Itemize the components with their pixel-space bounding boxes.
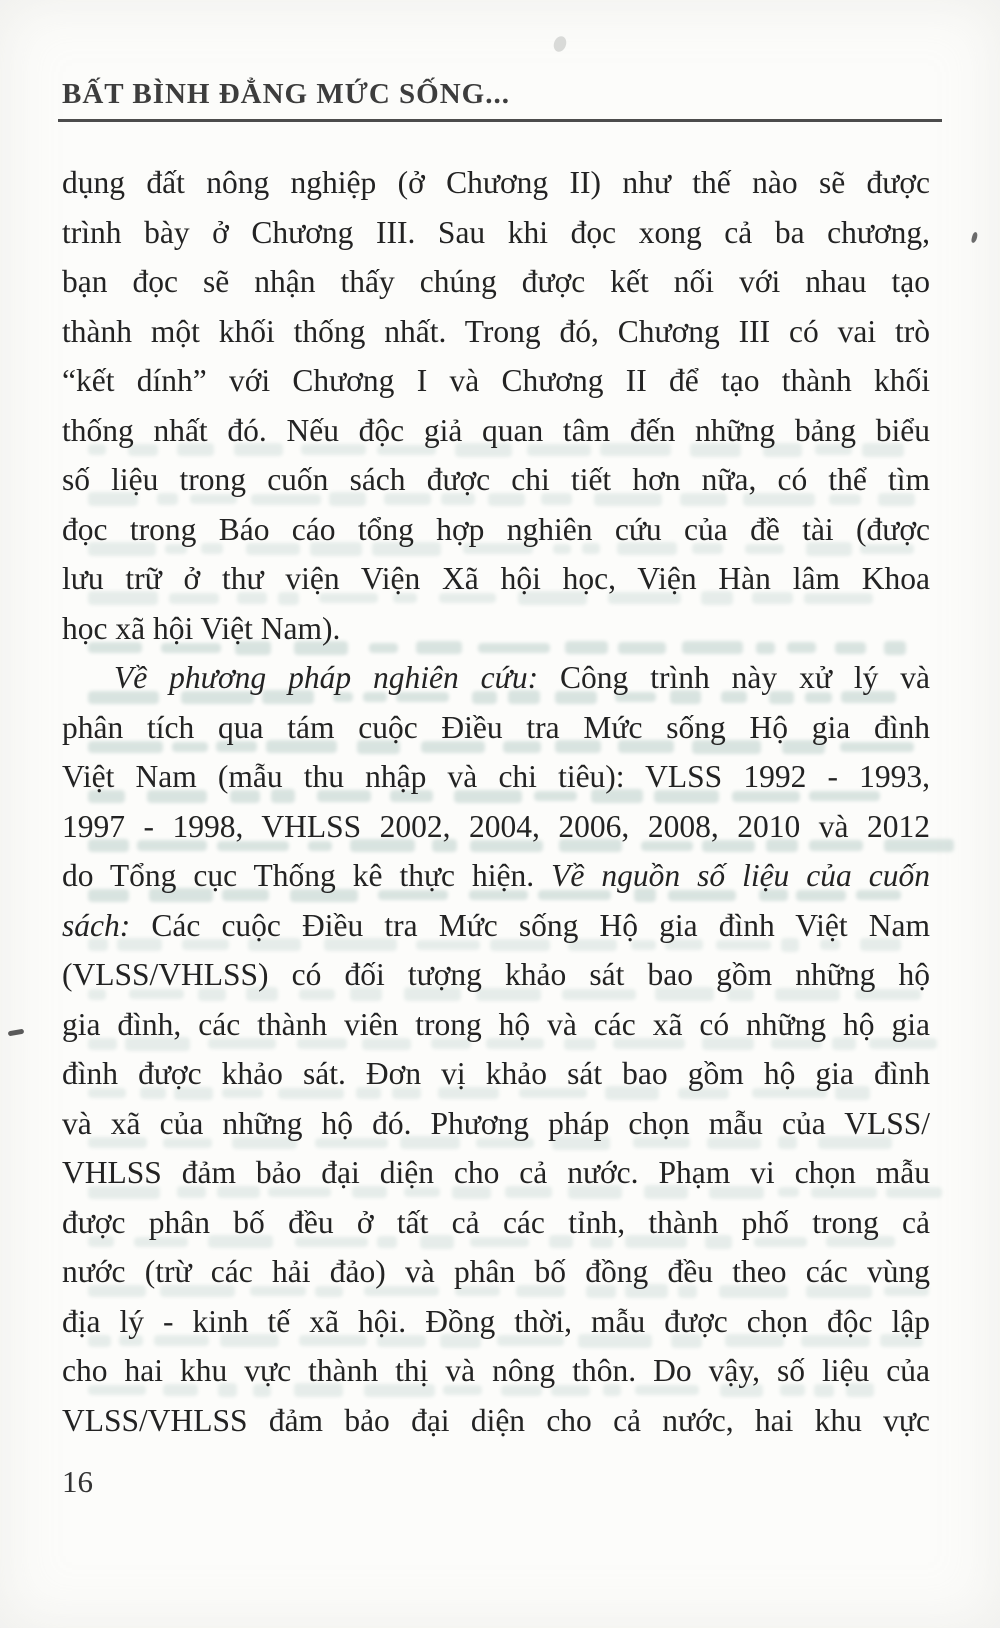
text-line [62, 1297, 930, 1347]
ink-speck [552, 34, 569, 53]
text-segment: đọc trong Báo cáo tổng hợp nghiên cứu của đề tài (được [62, 511, 930, 547]
text-segment: địa lý - kinh tế xã hội. Đồng thời, mẫu được chọn độc lập [62, 1303, 930, 1339]
text-segment: Về nguồn số liệu của cuốn [551, 858, 930, 893]
text-line [62, 1148, 930, 1198]
text-line [62, 851, 930, 901]
text-line [62, 752, 930, 802]
text-line [62, 257, 930, 307]
text-line [62, 1346, 930, 1396]
text-segment: 1997 - 1998, VHLSS 2002, 2004, 2006, 2008, 2010 và 2012 [62, 808, 930, 844]
text-line [62, 1049, 930, 1099]
text-line [62, 703, 930, 753]
text-line [62, 406, 930, 456]
ink-speck [971, 232, 979, 244]
text-segment: nước (trừ các hải đảo) và phân bố đồng đều theo các vùng [62, 1254, 930, 1289]
text-line [62, 505, 930, 555]
text-segment: “kết dính” với Chương I và Chương II để tạo thành khối [62, 363, 930, 398]
text-segment: (VLSS/VHLSS) có đối tượng khảo sát bao gồm những hộ [62, 957, 930, 992]
text-segment: số liệu trong cuốn sách được chi tiết hơn nữa, có thể tìm [62, 462, 930, 497]
text-segment: lưu trữ ở thư viện Viện Xã hội học, Viện Hàn lâm Khoa [62, 561, 930, 596]
text-line [62, 653, 930, 703]
text-line [62, 1000, 930, 1050]
text-line [62, 1247, 930, 1297]
text-line [62, 802, 930, 852]
text-segment: sách: [62, 907, 131, 943]
text-segment: dụng đất nông nghiệp (ở Chương II) như thế nào sẽ được [62, 165, 930, 200]
text-segment: phân tích qua tám cuộc Điều tra Mức sống Hộ gia đình [62, 709, 930, 745]
text-segment: trình bày ở Chương III. Sau khi đọc xong cả ba chương, [62, 214, 930, 250]
page-number: 16 [62, 1464, 93, 1499]
text-segment: đình được khảo sát. Đơn vị khảo sát bao gồm hộ gia đình [62, 1056, 930, 1091]
text-line [62, 950, 930, 1000]
body-text [62, 158, 930, 1445]
text-line [62, 208, 930, 258]
text-line [62, 604, 930, 654]
header-rule [58, 119, 942, 122]
text-segment: VLSS/VHLSS đảm bảo đại diện cho cả nước, hai khu vực [62, 1402, 930, 1438]
text-line [62, 307, 930, 357]
text-line [62, 1099, 930, 1149]
text-segment: học xã hội Việt Nam). [62, 610, 341, 646]
text-line [62, 158, 930, 208]
text-segment: Các cuộc Điều tra Mức sống Hộ gia đình Việt Nam [130, 907, 930, 943]
text-segment: do Tổng cục Thống kê thực hiện. [62, 858, 552, 893]
running-header [62, 78, 942, 111]
text-line [62, 356, 930, 406]
ink-speck [8, 1029, 25, 1037]
text-line [62, 455, 930, 505]
text-line [62, 1198, 930, 1248]
page-title: BẤT BÌNH ĐẲNG MỨC SỐNG... [62, 78, 510, 110]
text-segment: thành một khối thống nhất. Trong đó, Chương III có vai trò [62, 313, 930, 349]
text-segment: bạn đọc sẽ nhận thấy chúng được kết nối với nhau tạo [62, 264, 930, 299]
text-segment: Về phương pháp nghiên cứu: [114, 660, 539, 695]
text-segment: thống nhất đó. Nếu độc giả quan tâm đến những bảng biểu [62, 412, 930, 448]
text-segment: gia đình, các thành viên trong hộ và các xã có những hộ gia [62, 1006, 930, 1042]
text-segment: được phân bố đều ở tất cả các tỉnh, thành phố trong cả [62, 1204, 930, 1240]
text-segment: Việt Nam (mẫu thu nhập và chi tiêu): VLSS 1992 - 1993, [62, 759, 930, 794]
text-segment: cho hai khu vực thành thị và nông thôn. Do vậy, số liệu của [62, 1353, 930, 1388]
text-segment: VHLSS đảm bảo đại diện cho cả nước. Phạm vi chọn mẫu [62, 1155, 930, 1190]
text-line [62, 554, 930, 604]
text-line [62, 1396, 930, 1446]
text-line [62, 901, 930, 951]
text-segment: Công trình này xử lý và [538, 660, 930, 695]
text-segment: và xã của những hộ đó. Phương pháp chọn mẫu của VLSS/ [62, 1105, 930, 1141]
